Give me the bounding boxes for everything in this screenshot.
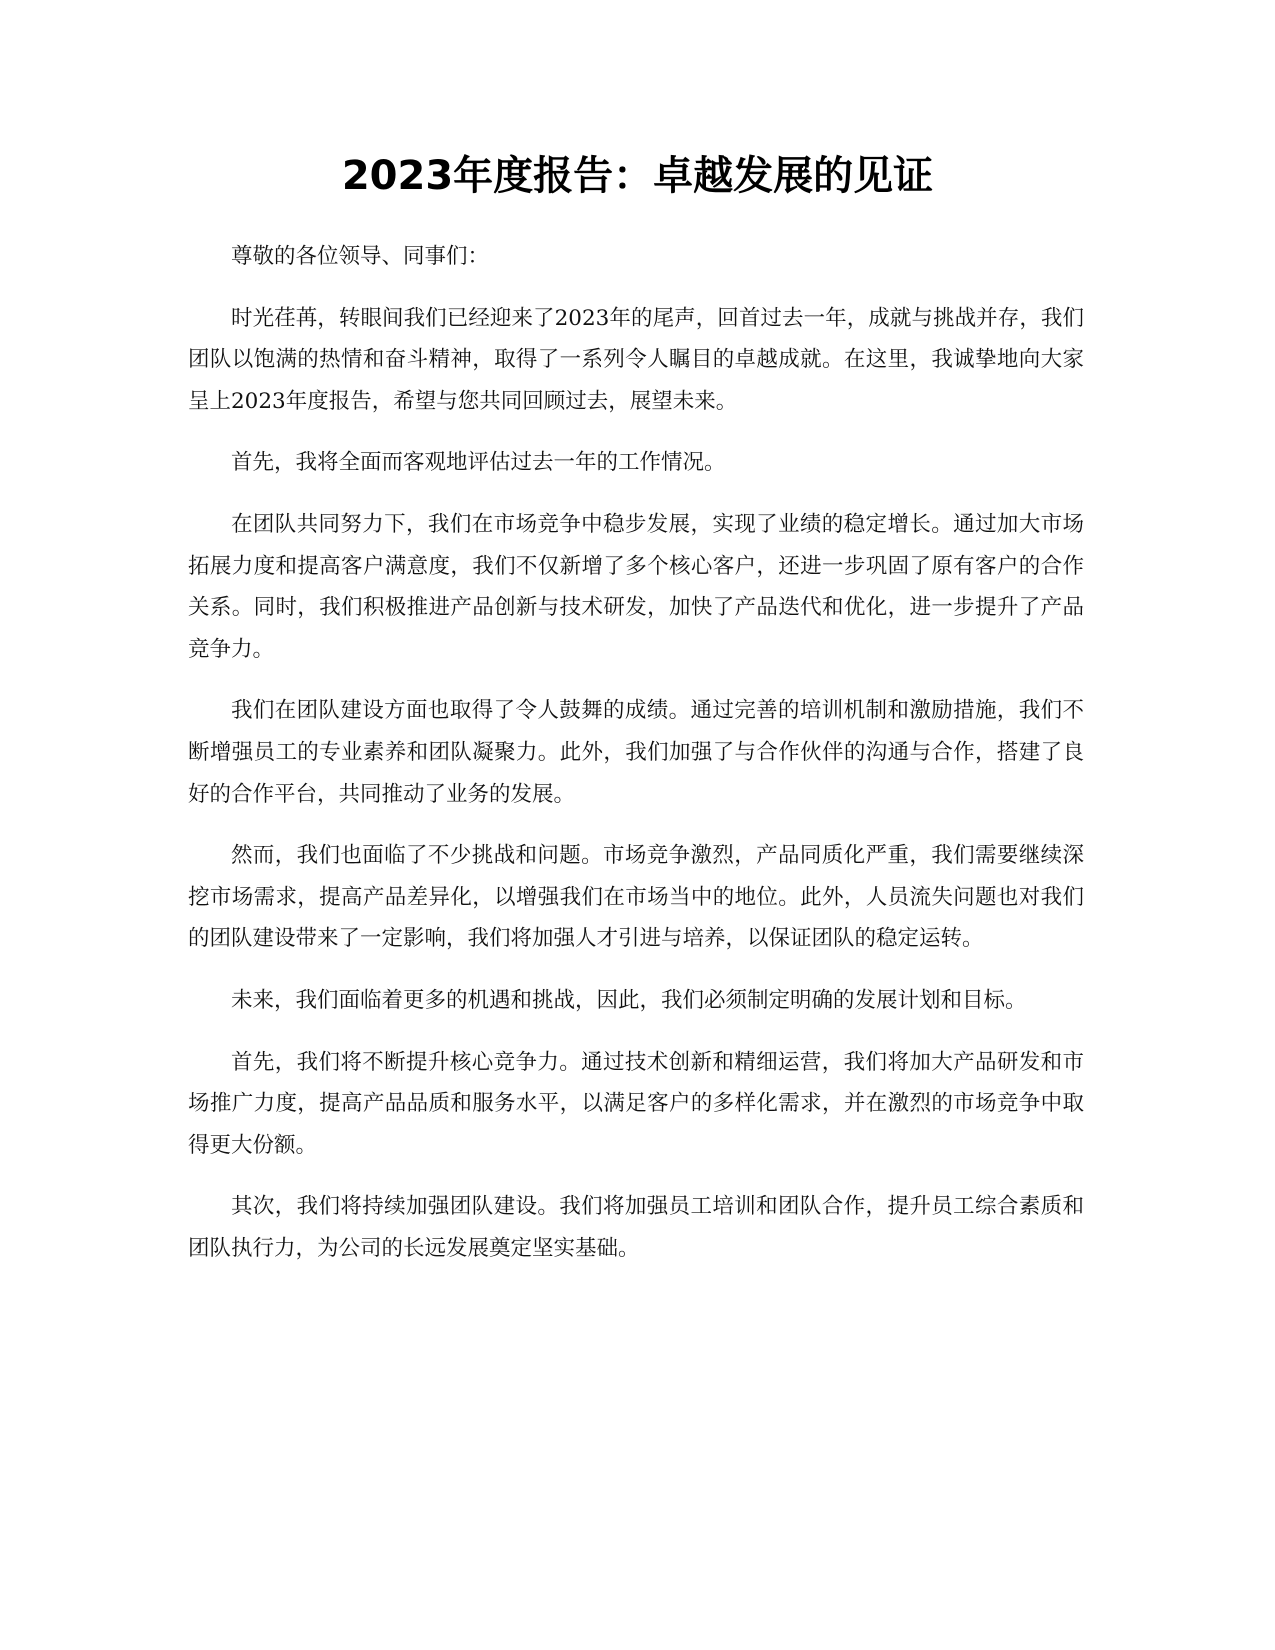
paragraph-plan-competitiveness: 首先，我们将不断提升核心竞争力。通过技术创新和精细运营，我们将加大产品研发和市场推广力度，提高产品品质和服务水平，以满足客户的多样化需求，并在激烈的市场竞争中取得更大份额。 — [188, 1049, 1084, 1158]
paragraph-market-growth: 在团队共同努力下，我们在市场竞争中稳步发展，实现了业绩的稳定增长。通过加大市场拓展力度和提高客户满意度，我们不仅新增了多个核心客户，还进一步巩固了原有客户的合作关系。同时，我们积极推进产品创新与技术研发，加快了产品迭代和优化，进一步提升了产品竞争力。 — [188, 511, 1084, 662]
document-body — [188, 236, 1084, 1289]
paragraph-challenges: 然而，我们也面临了不少挑战和问题。市场竞争激烈，产品同质化严重，我们需要继续深挖市场需求，提高产品差异化，以增强我们在市场当中的地位。此外，人员流失问题也对我们的团队建设带来了一定影响，我们将加强人才引进与培养，以保证团队的稳定运转。 — [188, 843, 1084, 952]
paragraph-plan-team: 其次，我们将持续加强团队建设。我们将加强员工培训和团队合作，提升员工综合素质和团队执行力，为公司的长远发展奠定坚实基础。 — [188, 1194, 1084, 1261]
paragraph-intro: 时光荏苒，转眼间我们已经迎来了2023年的尾声，回首过去一年，成就与挑战并存，我们团队以饱满的热情和奋斗精神，取得了一系列令人瞩目的卓越成就。在这里，我诚挚地向大家呈上2023年度报告，希望与您共同回顾过去，展望未来。 — [188, 305, 1084, 414]
document-title: 2023年度报告：卓越发展的见证 — [341, 153, 934, 199]
paragraph-team-building: 我们在团队建设方面也取得了令人鼓舞的成绩。通过完善的培训机制和激励措施，我们不断增强员工的专业素养和团队凝聚力。此外，我们加强了与合作伙伴的沟通与合作，搭建了良好的合作平台，共同推动了业务的发展。 — [188, 698, 1084, 807]
paragraph-future: 未来，我们面临着更多的机遇和挑战，因此，我们必须制定明确的发展计划和目标。 — [231, 987, 1027, 1013]
paragraph-evaluation-lead: 首先，我将全面而客观地评估过去一年的工作情况。 — [231, 450, 726, 476]
paragraph-salutation: 尊敬的各位领导、同事们： — [231, 244, 490, 269]
